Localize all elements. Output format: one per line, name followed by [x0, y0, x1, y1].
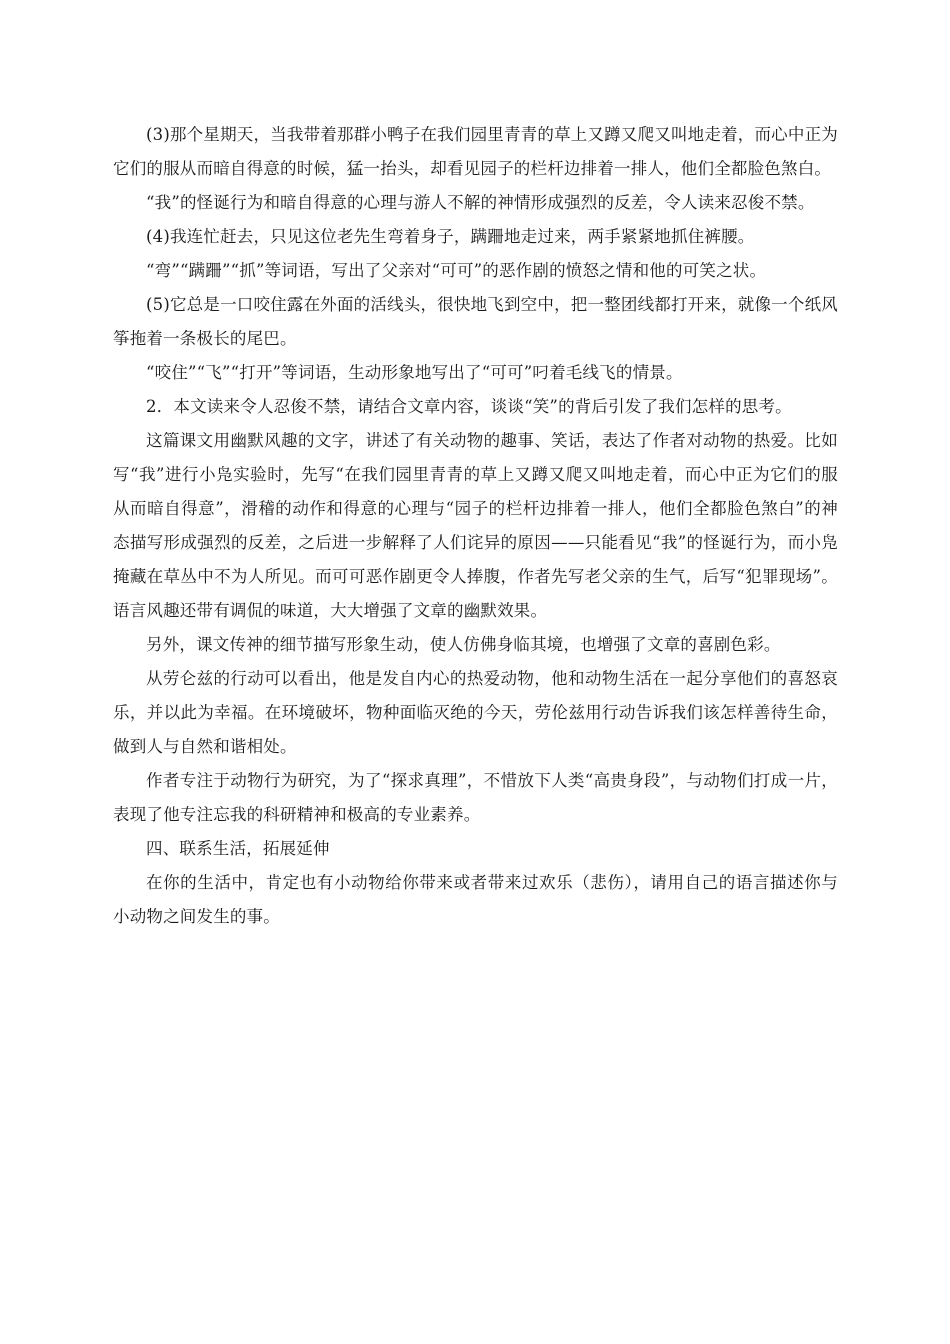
- answer-humor: 这篇课文用幽默风趣的文字，讲述了有关动物的趣事、笑话，表达了作者对动物的热爱。比如写“我”进行小凫实验时，先写“在我们园里青青的草上又蹲又爬又叫地走着，而心中正为它们的服从而暗自得意”，滑稽的动作和得意的心理与“园子的栏杆边排着一排人，他们全都脸色煞白”的神态描写形成强烈的反差，之后进一步解释了人们诧异的原因——只能看见“我”的怪诞行为，而小凫掩藏在草丛中不为人所见。而可可恶作剧更令人捧腹，作者先写老父亲的生气，后写“犯罪现场”。语言风趣还带有调侃的味道，大大增强了文章的幽默效果。: [113, 431, 838, 620]
- paragraph-analysis-4: “弯”“蹒跚”“抓”等词语，写出了父亲对“可可”的恶作剧的愤怒之情和他的可笑之状。: [146, 261, 767, 280]
- answer-details: 另外，课文传神的细节描写形象生动，使人仿佛身临其境，也增强了文章的喜剧色彩。: [146, 635, 781, 654]
- paragraph-analysis-3: “我”的怪诞行为和暗自得意的心理与游人不解的神情形成强烈的反差，令人读来忍俊不禁。: [146, 193, 815, 212]
- answer-spirit: 作者专注于动物行为研究，为了“探求真理”，不惜放下人类“高贵身段”，与动物们打成一片，表现了他专注忘我的科研精神和极高的专业素养。: [113, 771, 838, 824]
- question-2: 2．本文读来令人忍俊不禁，请结合文章内容，谈谈“笑”的背后引发了我们怎样的思考。: [146, 397, 792, 416]
- paragraph-analysis-5: “咬住”“飞”“打开”等词语，生动形象地写出了“可可”叼着毛线飞的情景。: [146, 363, 683, 382]
- paragraph-extension-task: 在你的生活中，肯定也有小动物给你带来或者带来过欢乐（悲伤），请用自己的语言描述你与小动物之间发生的事。: [113, 873, 838, 926]
- answer-love-animals: 从劳仑兹的行动可以看出，他是发自内心的热爱动物，他和动物生活在一起分享他们的喜怒哀乐，并以此为幸福。在环境破坏，物种面临灭绝的今天，劳伦兹用行动告诉我们该怎样善待生命，做到人与自然和谐相处。: [113, 669, 838, 756]
- paragraph-excerpt-5: (5)它总是一口咬住露在外面的活线头，很快地飞到空中，把一整团线都打开来，就像一个纸风筝拖着一条极长的尾巴。: [113, 295, 838, 348]
- section-heading-4: 四、联系生活，拓展延伸: [146, 839, 330, 858]
- paragraph-excerpt-4: (4)我连忙赶去，只见这位老先生弯着身子，蹒跚地走过来，两手紧紧地抓住裤腰。: [146, 227, 755, 246]
- document-body: [113, 118, 838, 934]
- paragraph-excerpt-3: (3)那个星期天，当我带着那群小鸭子在我们园里青青的草上又蹲又爬又叫地走着，而心中正为它们的服从而暗自得意的时候，猛一抬头，却看见园子的栏杆边排着一排人，他们全都脸色煞白。: [113, 125, 838, 178]
